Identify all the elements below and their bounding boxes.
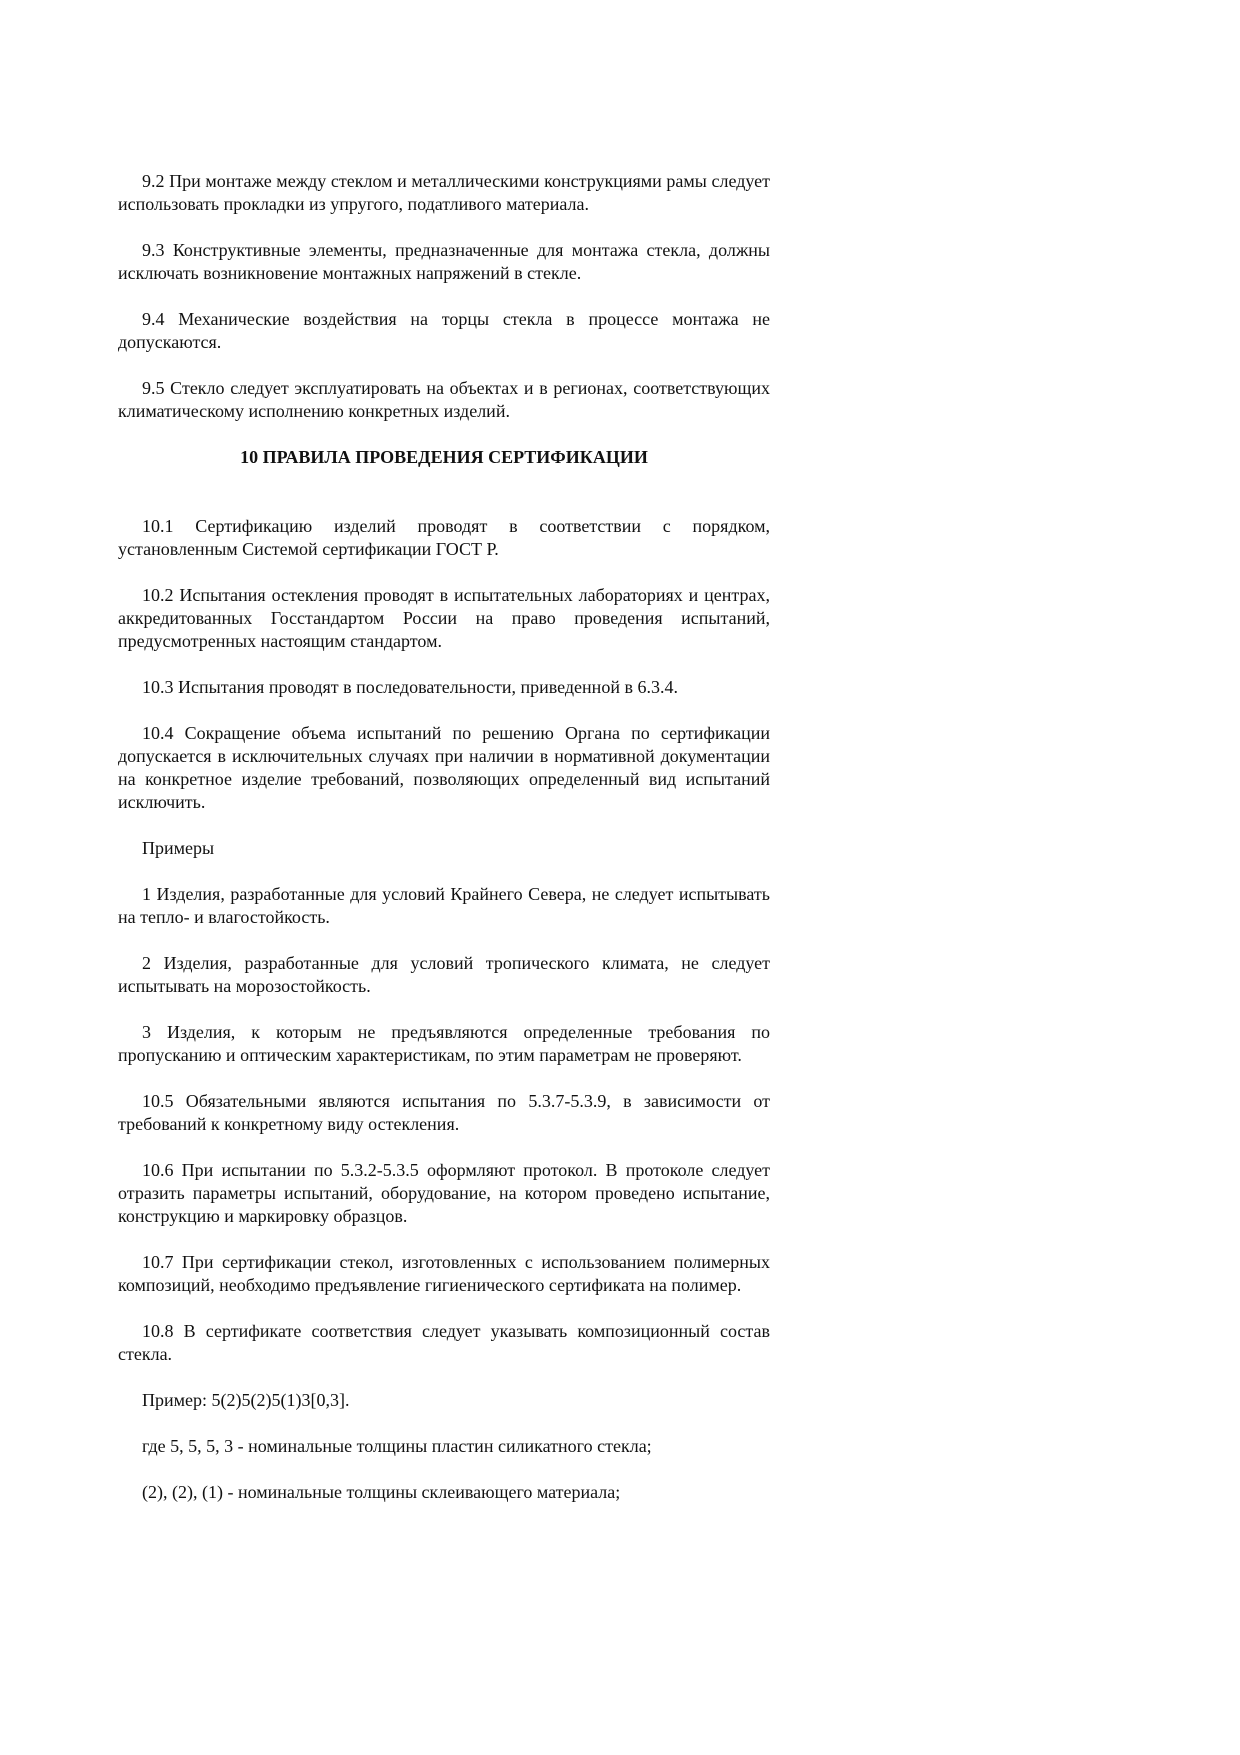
paragraph-10-3: 10.3 Испытания проводят в последовательности, приведенной в 6.3.4. bbox=[142, 677, 678, 697]
example-3: 3 Изделия, к которым не предъявляются определенные требования по пропусканию и оптическим характеристикам, по этим параметрам не проверяют. bbox=[118, 1022, 770, 1065]
paragraph-9-4: 9.4 Механические воздействия на торцы стекла в процессе монтажа не допускаются. bbox=[118, 309, 770, 352]
examples-label: Примеры bbox=[142, 838, 215, 858]
definition-glass-thickness: где 5, 5, 5, 3 - номинальные толщины пластин силикатного стекла; bbox=[142, 1436, 652, 1456]
paragraph-10-7: 10.7 При сертификации стекол, изготовленных с использованием полимерных композиций, необходимо предъявление гигиенического сертификата на полимер. bbox=[118, 1252, 770, 1295]
paragraph-10-1: 10.1 Сертификацию изделий проводят в соответствии с порядком, установленным Системой сертификации ГОСТ Р. bbox=[118, 516, 770, 559]
example-1: 1 Изделия, разработанные для условий Крайнего Севера, не следует испытывать на тепло- и влагостойкость. bbox=[118, 884, 770, 927]
example-composition: Пример: 5(2)5(2)5(1)3[0,3]. bbox=[142, 1390, 350, 1410]
paragraph-9-5: 9.5 Стекло следует эксплуатировать на объектах и в регионах, соответствующих климатическому исполнению конкретных изделий. bbox=[118, 378, 770, 421]
paragraph-9-3: 9.3 Конструктивные элементы, предназначенные для монтажа стекла, должны исключать возникновение монтажных напряжений в стекле. bbox=[118, 240, 770, 283]
paragraph-10-2: 10.2 Испытания остекления проводят в испытательных лабораториях и центрах, аккредитованных Госстандартом России на право проведения испытаний, предусмотренных настоящим стандартом. bbox=[118, 585, 770, 651]
section-heading: 10 ПРАВИЛА ПРОВЕДЕНИЯ СЕРТИФИКАЦИИ bbox=[240, 447, 648, 467]
paragraph-10-6: 10.6 При испытании по 5.3.2-5.3.5 оформляют протокол. В протоколе следует отразить параметры испытаний, оборудование, на котором проведено испытание, конструкцию и маркировку образцов. bbox=[118, 1160, 770, 1226]
example-2: 2 Изделия, разработанные для условий тропического климата, не следует испытывать на морозостойкость. bbox=[118, 953, 770, 996]
definition-interlayer-thickness: (2), (2), (1) - номинальные толщины склеивающего материала; bbox=[142, 1482, 621, 1502]
paragraph-10-5: 10.5 Обязательными являются испытания по 5.3.7-5.3.9, в зависимости от требований к конкретному виду остекления. bbox=[118, 1091, 770, 1134]
document-page bbox=[118, 170, 770, 1527]
paragraph-9-2: 9.2 При монтаже между стеклом и металлическими конструкциями рамы следует использовать прокладки из упругого, податливого материала. bbox=[118, 171, 770, 214]
paragraph-10-8: 10.8 В сертификате соответствия следует указывать композиционный состав стекла. bbox=[118, 1321, 770, 1364]
paragraph-10-4: 10.4 Сокращение объема испытаний по решению Органа по сертификации допускается в исключительных случаях при наличии в нормативной документации на конкретное изделие требований, позволяющих определенный вид испытаний исключить. bbox=[118, 723, 770, 812]
